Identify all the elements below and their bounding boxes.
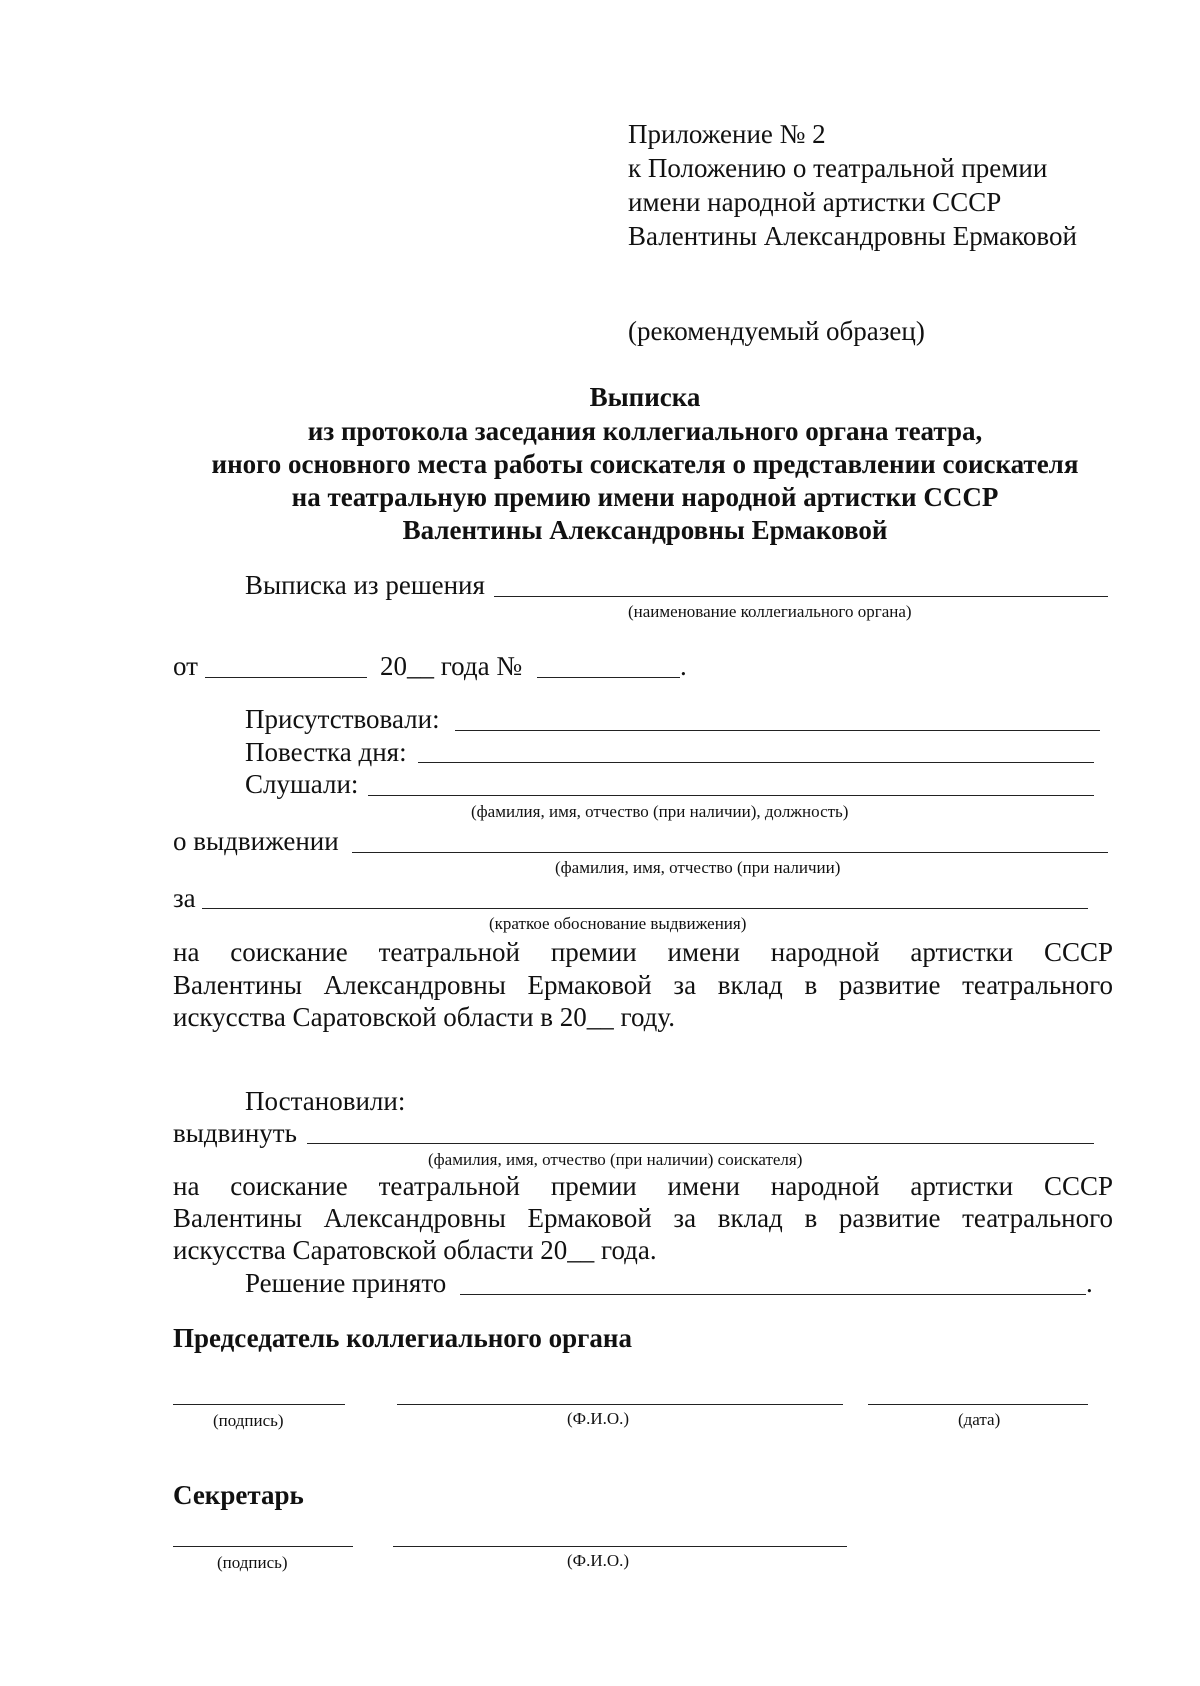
paragraph-2-line-3: искусства Саратовской области 20__ года. [173, 1235, 657, 1265]
present-label: Присутствовали: [245, 704, 440, 734]
paragraph-2-line-1: на соискание театральной премии имени народной артистки СССР [173, 1171, 1113, 1201]
for-field-line [202, 908, 1088, 909]
title-line-3: иного основного места работы соискателя о представлении соискателя [211, 449, 1079, 479]
secretary-name-line [393, 1546, 847, 1547]
present-field-line [455, 730, 1100, 731]
nominate-hint: (фамилия, имя, отчество (при наличии) соискателя) [428, 1150, 803, 1169]
chairman-name-hint: (Ф.И.О.) [567, 1409, 630, 1428]
appendix-line-2: к Положению о театральной премии [628, 153, 1048, 183]
decision-label: Выписка из решения [245, 570, 485, 600]
agenda-field-line [418, 762, 1094, 763]
resolved-label: Постановили: [245, 1086, 406, 1116]
date-end: . [680, 651, 687, 681]
number-field-line [537, 677, 680, 678]
nominate-label: выдвинуть [173, 1118, 297, 1148]
secretary-heading: Секретарь [173, 1480, 304, 1510]
decision-taken-end: . [1086, 1268, 1093, 1298]
nomination-label: о выдвижении [173, 826, 339, 856]
chairman-heading: Председатель коллегиального органа [173, 1323, 632, 1353]
decision-field-line [494, 596, 1108, 597]
title-line-4: на театральную премию имени народной артистки СССР [291, 482, 999, 512]
decision-taken-field-line [460, 1294, 1086, 1295]
date-year-label: 20__ года № [380, 651, 523, 681]
appendix-line-1: Приложение № 2 [628, 119, 826, 149]
chairman-signature-hint: (подпись) [213, 1411, 284, 1430]
secretary-signature-line [173, 1546, 353, 1547]
appendix-line-3: имени народной артистки СССР [628, 187, 1002, 217]
nomination-field-line [352, 852, 1108, 853]
title-line-2: из протокола заседания коллегиального органа театра, [307, 416, 983, 446]
decision-hint: (наименование коллегиального органа) [628, 602, 912, 621]
paragraph-1-line-2: Валентины Александровны Ермаковой за вклад в развитие театрального [173, 970, 1113, 1000]
chairman-date-hint: (дата) [958, 1410, 1001, 1429]
title-line-1: Выписка [589, 382, 701, 412]
agenda-label: Повестка дня: [245, 737, 407, 767]
secretary-signature-hint: (подпись) [217, 1553, 288, 1572]
heard-field-line [368, 795, 1094, 796]
secretary-name-hint: (Ф.И.О.) [567, 1551, 630, 1570]
heard-label: Слушали: [245, 769, 359, 799]
decision-taken-label: Решение принято [245, 1268, 447, 1298]
heard-hint: (фамилия, имя, отчество (при наличии), должность) [471, 802, 849, 821]
paragraph-1-line-3: искусства Саратовской области в 20__ году. [173, 1002, 675, 1032]
for-hint: (краткое обоснование выдвижения) [489, 914, 747, 933]
for-label: за [173, 883, 196, 913]
date-field-line [205, 677, 367, 678]
appendix-line-4: Валентины Александровны Ермаковой [628, 221, 1077, 251]
title-line-5: Валентины Александровны Ермаковой [402, 515, 888, 545]
paragraph-2-line-2: Валентины Александровны Ермаковой за вклад в развитие театрального [173, 1203, 1113, 1233]
chairman-date-line [868, 1404, 1088, 1405]
sample-note: (рекомендуемый образец) [628, 316, 925, 346]
nominate-field-line [307, 1143, 1094, 1144]
chairman-name-line [397, 1404, 843, 1405]
date-from-label: от [173, 651, 198, 681]
chairman-signature-line [173, 1404, 345, 1405]
nomination-hint: (фамилия, имя, отчество (при наличии) [555, 858, 841, 877]
paragraph-1-line-1: на соискание театральной премии имени народной артистки СССР [173, 937, 1113, 967]
